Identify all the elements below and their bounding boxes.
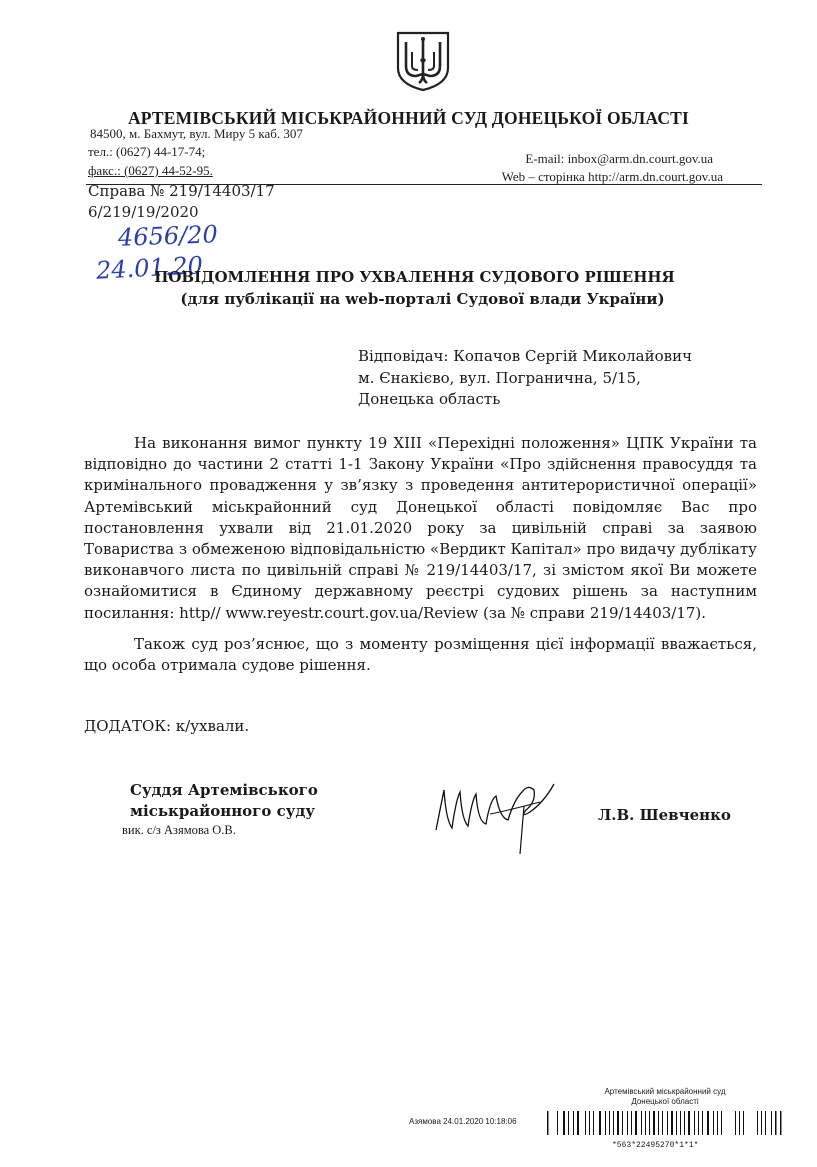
handwritten-registration-date: 24.01.20 bbox=[95, 251, 204, 285]
signer-title bbox=[130, 780, 318, 822]
notice-title: ПОВІДОМЛЕННЯ ПРО УХВАЛЕННЯ СУДОВОГО РІШЕННЯ bbox=[154, 268, 675, 286]
case-number: Справа № 219/14403/17 bbox=[88, 182, 275, 200]
court-phone: тел.: (0627) 44-17-74; bbox=[88, 144, 206, 159]
executor-note: вик. с/з Азямова О.В. bbox=[122, 823, 236, 837]
coat-of-arms-icon bbox=[394, 30, 452, 92]
registry-stamp-court bbox=[565, 1087, 765, 1107]
signer-title-line2: міськрайонного суду bbox=[130, 802, 315, 820]
body-paragraph-1: На виконання вимог пункту 19 ХІІІ «Перехідні положення» ЦПК України та відповідно до частини 2 статті 1-1 Закону України «Про здійснення правосуддя та кримінального провадження у зв’язку з проведення антитерористичної операції» Артемівський міськрайонний суд Донецької області повідомляє Вас про постановлення ухвали від 21.01.2020 року за цивільній справі за заявою Товариства з обмеженою відповідальністю «Вердикт Капітал» про видачу дублікату виконавчого листа по цивільній справі № 219/14403/17, зі змістом якої Ви можете ознайомитися в Єдиному державному реєстрі судових рішень за наступним посилання: http// www.reyestr.court.gov.ua/Review (за № справи 219/14403/17). bbox=[84, 434, 757, 622]
registry-stamp-line1: Артемівський міськрайонний суд bbox=[604, 1087, 726, 1096]
barcode-icon bbox=[547, 1111, 783, 1135]
signer-title-line1: Суддя Артемівського bbox=[130, 781, 318, 799]
judge-name: Л.В. Шевченко bbox=[598, 806, 731, 824]
notice-body bbox=[84, 433, 757, 624]
proceeding-number: 6/219/19/2020 bbox=[88, 203, 199, 221]
registry-stamp-meta: Азямова 24.01.2020 10:18:06 bbox=[409, 1117, 517, 1126]
recipient-address: м. Єнакієво, вул. Погранична, 5/15, bbox=[358, 369, 641, 387]
registry-stamp-line2: Донецької області bbox=[631, 1097, 699, 1106]
court-name: АРТЕМІВСЬКИЙ МІСЬКРАЙОННИЙ СУД ДОНЕЦЬКОЇ ОБЛАСТІ bbox=[127, 108, 690, 128]
court-website: Web – сторінка http://arm.dn.court.gov.ua bbox=[501, 169, 723, 184]
handwritten-signature bbox=[430, 770, 570, 860]
appendix-note: ДОДАТОК: к/ухвали. bbox=[84, 717, 250, 735]
court-email: E-mail: inbox@arm.dn.court.gov.ua bbox=[525, 151, 713, 166]
notice-clarification bbox=[84, 634, 757, 676]
handwritten-registration-number: 4656/20 bbox=[117, 220, 219, 252]
recipient-name: Відповідач: Копачов Сергій Миколайович bbox=[358, 347, 692, 365]
recipient-region: Донецька область bbox=[358, 390, 501, 408]
barcode-number: *563*22495270*1*1* bbox=[612, 1141, 699, 1150]
court-fax: факс.: (0627) 44-52-95. bbox=[88, 163, 213, 178]
court-address: 84500, м. Бахмут, вул. Миру 5 каб. 307 bbox=[90, 126, 303, 141]
body-paragraph-2: Також суд роз’яснює, що з моменту розміщення цієї інформації вважається, що особа отримала судове рішення. bbox=[84, 635, 757, 675]
notice-subtitle: (для публікації на web-порталі Судової влади України) bbox=[180, 290, 665, 308]
